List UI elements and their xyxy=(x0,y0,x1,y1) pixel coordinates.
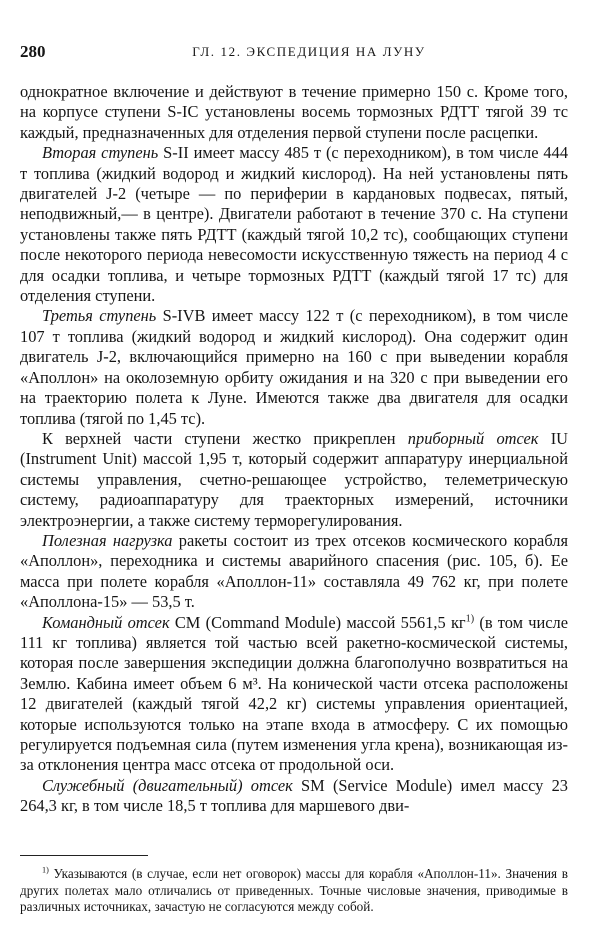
paragraph-text: SM (Service Module) имел массу 23 264,3 кг, в том числе 18,5 т топлива для маршевого дви- xyxy=(20,775,568,816)
footnote-text: Указываются (в случае, если нет оговорок) массы для корабля «Аполлон-11». Значения в других полетах мало отличались от приведенных. Точные числовые значения, приводимые в различных источниках, зачастую не согласуются между собой. xyxy=(20,866,568,914)
paragraph-service-module xyxy=(20,776,568,817)
body-text xyxy=(20,82,568,817)
paragraph-text: CM (Command Module) массой 5561,5 кг xyxy=(169,612,466,632)
paragraph-second-stage xyxy=(20,143,568,306)
paragraph-lead: Третья ступень xyxy=(42,306,157,326)
footnote-divider xyxy=(20,855,148,856)
paragraph-text: однократное включение и действуют в течение примерно 150 с. Кроме того, на корпусе ступени S-IC установлены восемь тормозных РДТТ тягой 39 тс каждый, предназначенных для отделения первой ступени после расцепки. xyxy=(20,82,568,142)
paragraph-continuation xyxy=(20,82,568,143)
paragraph-payload xyxy=(20,531,568,613)
paragraph-command-module xyxy=(20,613,568,776)
paragraph-text: S-II имеет массу 485 т (с переходником), в том числе 444 т топлива (жидкий водород и жидкий кислород). На ней установлены пять двигателей J-2 (четыре — по периферии в кардановых подвесах, пятый, неподвижный,— в центре). Двигатели работают в течение 370 с. На ступени установлены также пять РДТТ (каждый тягой 10,2 тс), сообщающих ступени после некоторого периода невесомости искусственную тяжесть на период 4 с для осадки топлива, и четыре тормозных РДТТ (каждый тягой 17 тс) для отделения ступени. xyxy=(20,143,569,306)
paragraph-text-before: К верхней части ступени жестко прикреплен xyxy=(42,428,408,448)
footnote-mark: 1) xyxy=(42,865,49,875)
paragraph-text: IU (Instrument Unit) массой 1,95 т, который содержит аппаратуру инерциальной системы управления, счетно-решающее устройство, телеметрическую систему, радиоаппаратуру для траекторных измерений, источники электроэнергии, а также систему терморегулирования. xyxy=(20,428,568,530)
footnote-reference: 1) xyxy=(465,613,475,625)
paragraph-lead: приборный отсек xyxy=(407,428,539,448)
paragraph-lead: Служебный (двигательный) отсек xyxy=(42,775,293,795)
paragraph-lead: Командный отсек xyxy=(42,612,170,632)
paragraph-third-stage xyxy=(20,306,568,428)
paragraph-text: S-IVB имеет массу 122 т (с переходником), в том числе 107 т топлива (жидкий водород и жидкий кислород). Она содержит один двигатель J-2, включающийся примерно на 160 с при выведении корабля «Аполлон» на околоземную орбиту ожидания и на 320 с при выведении его на траекторию полета к Луне. Имеются также два двигателя для осадки топлива (тягой по 1,45 тс). xyxy=(20,306,568,428)
paragraph-lead: Полезная нагрузка xyxy=(42,530,173,550)
paragraph-text: ракеты состоит из трех отсеков космического корабля «Аполлон», переходника и системы аварийного спасения (рис. 105, б). Ее масса при полете корабля «Аполлон-11» составляла 49 762 кг, при полете «Аполлона-15» — 53,5 т. xyxy=(20,530,568,612)
page-number: 280 xyxy=(20,42,46,61)
footnote xyxy=(20,866,568,916)
paragraph-lead: Вторая ступень xyxy=(42,143,159,163)
page-header xyxy=(20,42,568,64)
paragraph-text: (в том числе 111 кг топлива) является той частью всей ракетно-космической системы, которая после завершения экспедиции должна благополучно возвратиться на Землю. Кабина имеет объем 6 м³. На конической части отсека расположены 12 двигателей (каждый тягой 42,2 кг) системы управления ориентацией, которые используются только на этапе входа в атмосферу. С их помощью регулируется подъемная сила (путем изменения угла крена), возникающая из-за отклонения центра масс отсека от продольной оси. xyxy=(20,612,569,775)
paragraph-instrument-unit xyxy=(20,429,568,531)
running-head: ГЛ. 12. ЭКСПЕДИЦИЯ НА ЛУНУ xyxy=(192,44,426,59)
